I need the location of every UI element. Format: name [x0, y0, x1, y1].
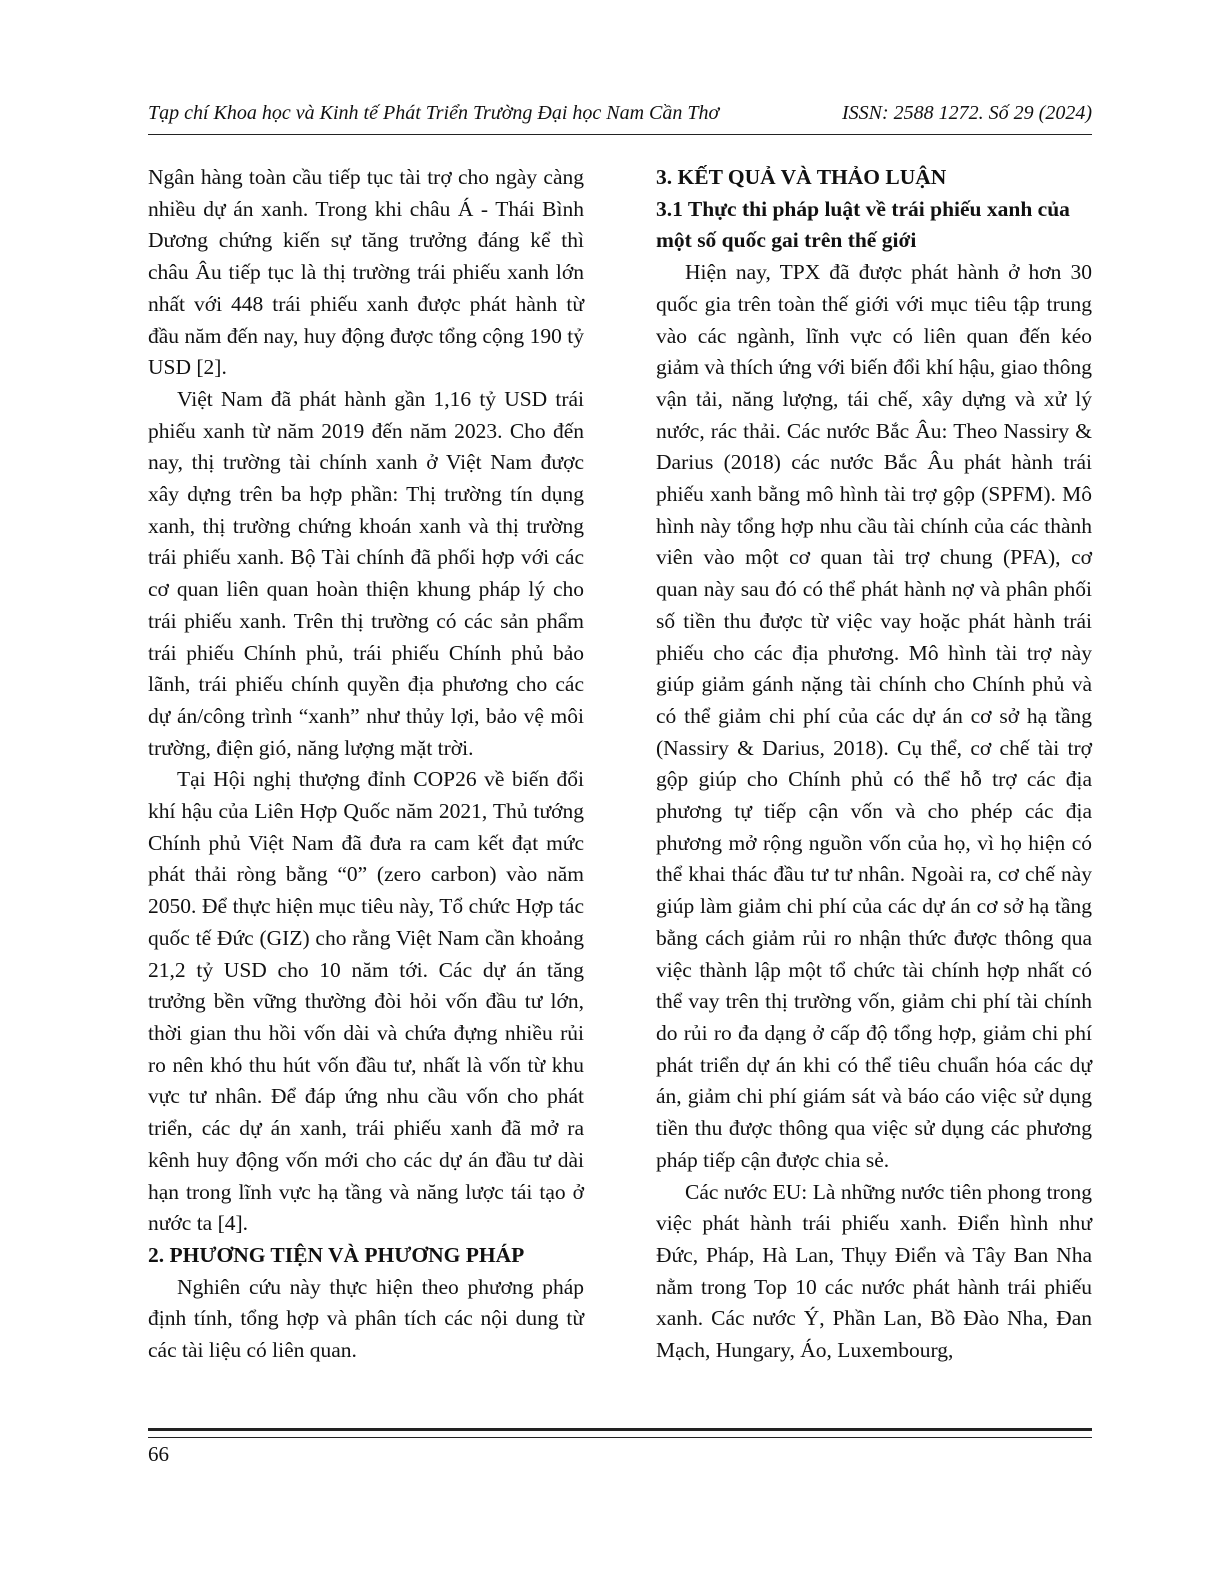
section-heading-methods: 2. PHƯƠNG TIỆN VÀ PHƯƠNG PHÁP	[148, 1242, 525, 1267]
paragraph: Nghiên cứu này thực hiện theo phương pháp định tính, tổng hợp và phân tích các nội dung từ các tài liệu có liên quan.	[148, 1274, 584, 1363]
right-column	[656, 162, 1092, 1367]
paragraph: Hiện nay, TPX đã được phát hành ở hơn 30 quốc gia trên toàn thế giới với mục tiêu tập trung vào các ngành, lĩnh vực có liên quan đến kéo giảm và thích ứng với biến đổi khí hậu, giao thông vận tải, năng lượng, tái chế, xây dựng và xử lý nước, rác thải. Các nước Bắc Âu: Theo Nassiry & Darius (2018) các nước Bắc Âu phát hành trái phiếu xanh bằng mô hình tài trợ gộp (SPFM). Mô hình này tổng hợp nhu cầu tài chính của các thành viên vào một cơ quan tài trợ chung (PFA), cơ quan này sau đó có thể phát hành nợ và phân phối số tiền thu được từ việc vay hoặc phát hành trái phiếu cho các địa phương. Mô hình tài trợ này giúp giảm gánh nặng tài chính cho Chính phủ và có thể giảm chi phí của các dự án cơ sở hạ tầng (Nassiry & Darius, 2018). Cụ thể, cơ chế tài trợ gộp giúp cho Chính phủ có thể hỗ trợ các địa phương tự tiếp cận vốn và cho phép các địa phương mở rộng nguồn vốn của họ, vì họ hiện có thể khai thác đầu tư tư nhân. Ngoài ra, cơ chế này giúp làm giảm chi phí của các dự án cơ sở hạ tầng bằng cách giảm rủi ro nhận thức được thông qua việc thành lập một tổ chức tài chính hợp nhất có thể vay trên thị trường vốn, giảm chi phí tài chính do rủi ro đa dạng ở cấp độ tổng hợp, giảm chi phí phát triển dự án khi có thể tiêu chuẩn hóa các dự án, giảm chi phí giám sát và báo cáo việc sử dụng tiền thu được thông qua việc sử dụng các phương pháp tiếp cận được chia sẻ.	[656, 260, 1092, 1172]
paragraph: Tại Hội nghị thượng đỉnh COP26 về biến đổi khí hậu của Liên Hợp Quốc năm 2021, Thủ tướng Chính phủ Việt Nam đã đưa ra cam kết đạt mức phát thải ròng bằng “0” (zero carbon) vào năm 2050. Để thực hiện mục tiêu này, Tổ chức Hợp tác quốc tế Đức (GIZ) cho rằng Việt Nam cần khoảng 21,2 tỷ USD cho 10 năm tới. Các dự án tăng trưởng bền vững thường đòi hỏi vốn đầu tư lớn, thời gian thu hồi vốn dài và chứa đựng nhiều rủi ro nên khó thu hút vốn đầu tư, nhất là vốn từ khu vực tư nhân. Để đáp ứng nhu cầu vốn cho phát triển, các dự án xanh, trái phiếu xanh đã mở ra kênh huy động vốn mới cho các dự án đầu tư dài hạn trong lĩnh vực hạ tầng và năng lược tái tạo ở nước ta [4].	[148, 767, 584, 1236]
paragraph: Các nước EU: Là những nước tiên phong trong việc phát hành trái phiếu xanh. Điển hình như Đức, Pháp, Hà Lan, Thụy Điển và Tây Ban Nha nằm trong Top 10 các nước phát hành trái phiếu xanh. Các nước Ý, Phần Lan, Bồ Đào Nha, Đan Mạch, Hungary, Áo, Luxembourg,	[656, 1179, 1092, 1363]
paragraph: Việt Nam đã phát hành gần 1,16 tỷ USD trái phiếu xanh từ năm 2019 đến năm 2023. Cho đến nay, thị trường tài chính xanh ở Việt Nam được xây dựng trên ba hợp phần: Thị trường tín dụng xanh, thị trường chứng khoán xanh và thị trường trái phiếu xanh. Bộ Tài chính đã phối hợp với các cơ quan liên quan hoàn thiện khung pháp lý cho trái phiếu xanh. Trên thị trường có các sản phẩm trái phiếu Chính phủ, trái phiếu Chính phủ bảo lãnh, trái phiếu chính quyền địa phương cho các dự án/công trình “xanh” như thủy lợi, bảo vệ môi trường, điện gió, năng lượng mặt trời.	[148, 386, 584, 760]
footer-rule	[148, 1428, 1092, 1438]
section-heading-results: 3. KẾT QUẢ VÀ THẢO LUẬN	[656, 165, 947, 189]
header-rule	[148, 134, 1092, 135]
issn-issue: ISSN: 2588 1272. Số 29 (2024)	[842, 102, 1092, 124]
journal-title: Tạp chí Khoa học và Kinh tế Phát Triển Trường Đại học Nam Cần Thơ	[148, 102, 720, 124]
paragraph: Ngân hàng toàn cầu tiếp tục tài trợ cho ngày càng nhiều dự án xanh. Trong khi châu Á - Thái Bình Dương chứng kiến sự tăng trưởng đáng kể thì châu Âu tiếp tục là thị trường trái phiếu xanh lớn nhất với 448 trái phiếu xanh được phát hành từ đầu năm đến nay, huy động được tổng cộng 190 tỷ USD [2].	[148, 165, 584, 380]
subsection-heading: 3.1 Thực thi pháp luật về trái phiếu xanh của một số quốc gai trên thế giới	[656, 196, 1070, 253]
running-header	[148, 102, 1092, 132]
left-column	[148, 162, 584, 1367]
page-number: 66	[148, 1442, 169, 1466]
